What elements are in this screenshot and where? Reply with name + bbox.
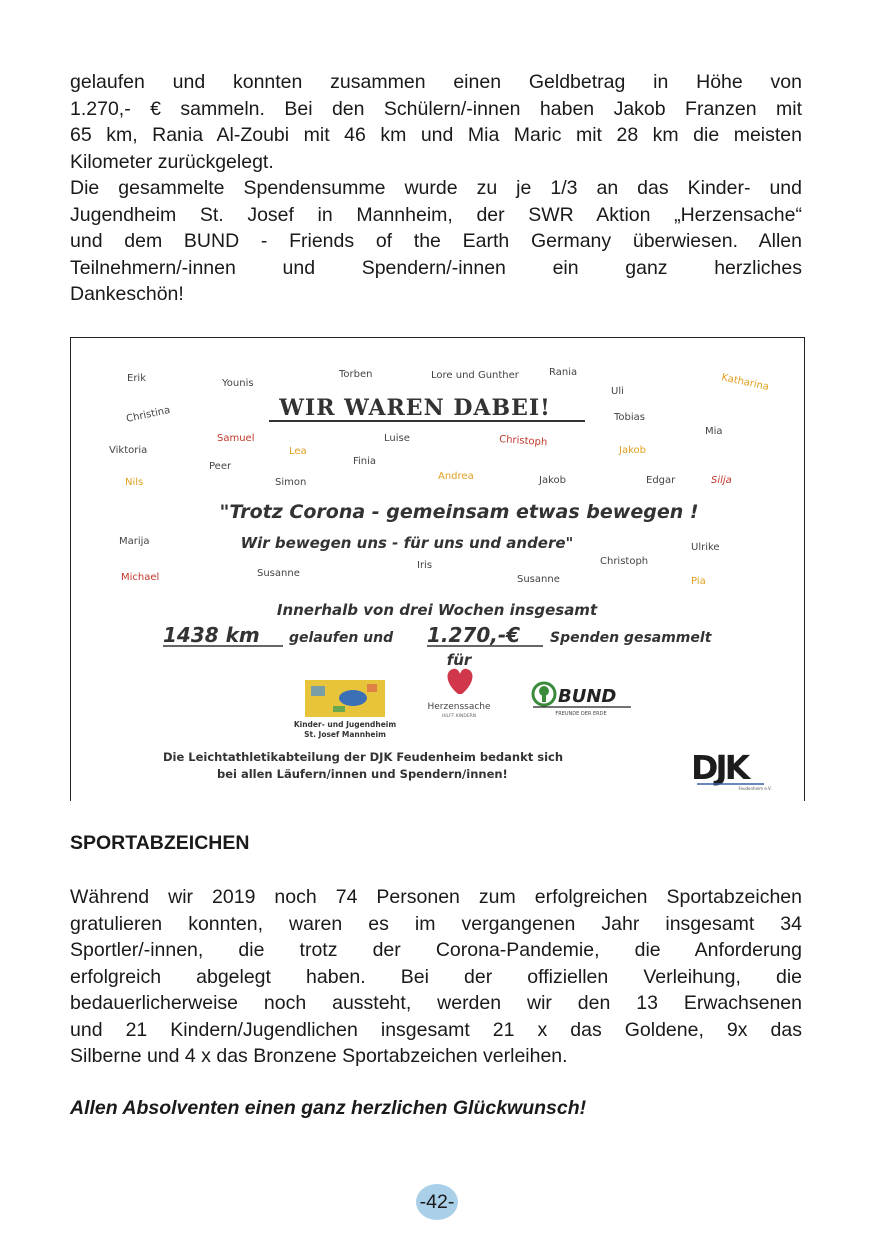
text-line: Die gesammelte Spendensumme wurde zu je 1/3 an das Kinder- und <box>70 177 802 199</box>
flyer-amount: 1.270,-€ <box>427 623 521 647</box>
herzenssache-logo <box>427 669 491 719</box>
name-tobias: Tobias <box>614 412 645 423</box>
text-line: Teilnehmern/-innen und Spendern/-innen ein ganz herzliches <box>70 256 802 279</box>
name-katharina: Katharina <box>720 372 770 393</box>
flyer-subline: Wir bewegen uns - für uns und andere" <box>240 534 574 552</box>
text-line: Kilometer zurückgelegt. <box>70 150 274 173</box>
name-jakob-1: Jakob <box>619 445 646 456</box>
name-younis: Younis <box>222 378 254 389</box>
heart-icon <box>448 669 473 694</box>
flyer-thanks-line-1: Die Leichtathletikabteilung der DJK Feudenheim bedankt sich <box>163 750 564 764</box>
name-christina: Christina <box>125 404 172 425</box>
intro-paragraph <box>70 69 802 175</box>
name-silja: Silja <box>711 475 732 486</box>
kinderheim-logo <box>294 680 397 739</box>
logo-detail <box>333 706 345 712</box>
text-line: und dem BUND - Friends of the Earth Germany überwiesen. Allen <box>70 230 802 252</box>
name-nils: Nils <box>125 477 144 488</box>
name-finia: Finia <box>353 456 377 467</box>
name-simon: Simon <box>275 477 307 488</box>
text-line: Jugendheim St. Josef in Mannheim, der SWR Aktion „Herzensache“ <box>70 203 802 226</box>
djk-logo <box>691 748 772 791</box>
name-christoph-1: Christoph <box>498 434 548 449</box>
name-luise: Luise <box>384 433 410 444</box>
bund-name: BUND <box>558 686 617 707</box>
text-line: 65 km, Rania Al-Zoubi mit 46 km und Mia Maric mit 28 km die meisten <box>70 124 802 146</box>
name-andrea: Andrea <box>438 471 474 482</box>
name-jakob-2: Jakob <box>539 475 566 486</box>
section-heading: SPORTABZEICHEN <box>70 832 250 854</box>
text-line: Silberne und 4 x das Bronzene Sportabzeichen verleihen. <box>70 1045 568 1067</box>
name-viktoria: Viktoria <box>109 445 148 456</box>
djk-name: DJK <box>691 748 748 787</box>
djk-sub: Feudenheim e.V. <box>738 786 772 791</box>
donation-paragraph <box>70 175 802 308</box>
name-mia: Mia <box>705 426 723 437</box>
name-susanne-2: Susanne <box>517 574 560 585</box>
name-lea: Lea <box>289 446 307 457</box>
bund-sub: FREUNDE DER ERDE <box>555 711 607 717</box>
bund-logo <box>533 683 631 717</box>
flyer-summary: Innerhalb von drei Wochen insgesamt <box>276 601 598 619</box>
name-christoph-2: Christoph <box>600 556 649 567</box>
text-line: Während wir 2019 noch 74 Personen zum erfolgreichen Sportabzeichen <box>70 886 802 908</box>
name-edgar: Edgar <box>646 475 676 486</box>
flyer-motto: "Trotz Corona - gemeinsam etwas bewegen ! <box>219 501 699 523</box>
flyer-thanks-line-2: bei allen Läufern/innen und Spendern/innen! <box>217 767 508 781</box>
herzenssache-sub: HILFT KINDERN <box>441 714 477 719</box>
flyer-km: 1438 km <box>163 623 260 647</box>
event-flyer <box>70 337 805 801</box>
text-line: Sportler/-innen, die trotz der Corona-Pandemie, die Anforderung <box>70 939 802 961</box>
name-samuel: Samuel <box>217 433 255 444</box>
name-ulrike: Ulrike <box>691 542 720 553</box>
name-michael: Michael <box>121 572 160 583</box>
name-lore: Lore und Gunther <box>431 370 519 381</box>
page-number: -42- <box>416 1184 458 1220</box>
logo-bird-icon <box>339 690 367 706</box>
kinderheim-name: Kinder- und Jugendheim <box>293 720 397 729</box>
name-erik: Erik <box>127 373 146 384</box>
text-line: 1.270,- € sammeln. Bei den Schülern/-innen haben Jakob Franzen mit <box>70 97 802 120</box>
name-uli: Uli <box>611 386 624 397</box>
flyer-for: für <box>446 651 472 669</box>
sportabzeichen-paragraph <box>70 884 802 1070</box>
name-rania: Rania <box>549 367 578 378</box>
kinderheim-place: St. Josef Mannheim <box>304 730 386 739</box>
text-line: gratulieren konnten, waren es im vergangenen Jahr insgesamt 34 <box>70 912 802 935</box>
text-line: gelaufen und konnten zusammen einen Geldbetrag in Höhe von <box>70 71 802 93</box>
name-marija: Marija <box>119 536 150 547</box>
flyer-ran: gelaufen und <box>289 630 394 646</box>
text-line: bedauerlicherweise noch aussteht, werden wir den 13 Erwachsenen <box>70 992 802 1014</box>
flyer-title: WIR WAREN DABEI! <box>279 395 551 421</box>
name-susanne-1: Susanne <box>257 568 300 579</box>
text-line: und 21 Kindern/Jugendlichen insgesamt 21 x das Goldene, 9x das <box>70 1018 802 1041</box>
name-torben: Torben <box>339 369 373 380</box>
name-peer: Peer <box>209 461 232 472</box>
logo-detail <box>311 686 325 696</box>
logo-detail <box>367 684 377 692</box>
text-line: erfolgreich abgelegt haben. Bei der offiziellen Verleihung, die <box>70 965 802 988</box>
bund-tree-trunk <box>542 694 546 702</box>
flyer-graphic <box>71 338 804 801</box>
name-iris: Iris <box>417 560 433 571</box>
flyer-collected: Spenden gesammelt <box>550 630 712 646</box>
name-pia: Pia <box>691 576 706 587</box>
closing-text: Allen Absolventen einen ganz herzlichen Glückwunsch! <box>70 1097 587 1119</box>
text-line: Dankeschön! <box>70 283 184 305</box>
herzenssache-name: Herzenssache <box>427 702 491 712</box>
